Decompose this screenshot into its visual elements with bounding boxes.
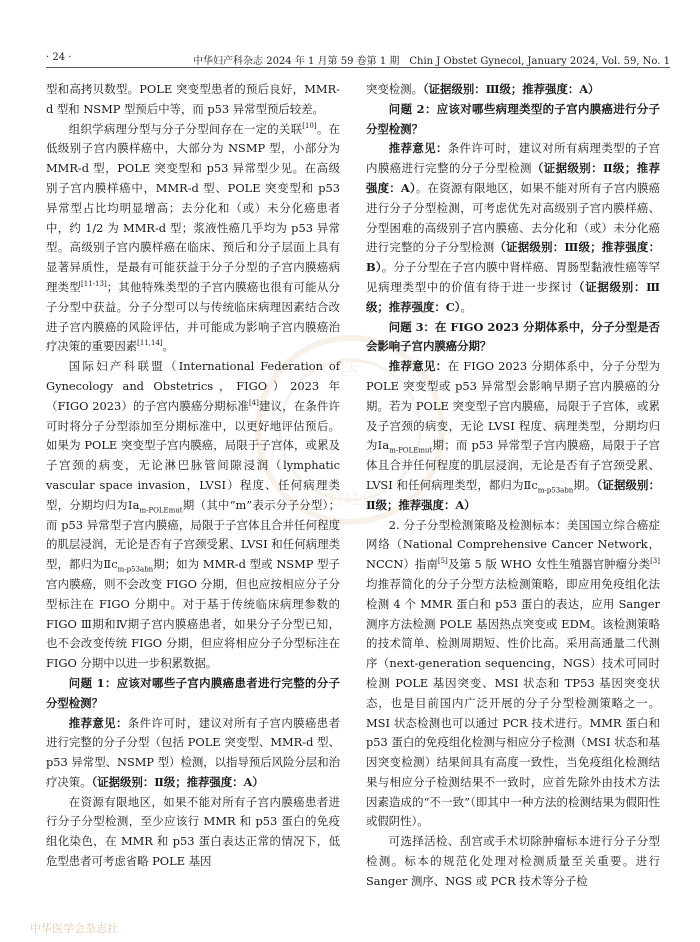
svg-text:1915: 1915 — [327, 489, 373, 510]
paragraph: 国际妇产科联盟（International Federation of Gynecology and Obstetrics，FIGO）2023 年（FIGO 2023）的子宫内膜癌分期标准[4]建议，在条件许可时将分子分型添加至分期标准中，以更好地评估预后。如果为 POLE 突变型子宫内膜癌，局限于子宫体，或累及子宫颈的病变，无论淋巴脉管间隙浸润（lymphatic vascular space invasion，LVSI）程度、任何病理类型，分期均归为$Ⅰa_{m-POLEmut}$期（其中“m”表示分子分型）；而 p53 异常型子宫内膜癌，局限于子宫体且合并任何程度的肌层浸润，无论是否有子宫颈受累、LVSI 和任何病理类型，都归为$Ⅱc_{m-p53abn}$期；如为 MMR-d 型或 NSMP 型子宫内膜癌，则不会改变 FIGO 分期，但也应按相应分子分型标注在 FIGO 分期中。对于基于传统临床病理参数的 FIGO Ⅲ期和Ⅳ期子宫内膜癌患者，如果分子分型已知，也不会改变传统 FIGO 分期，但应将相应分子分型标注在 FIGO 分期中以进一步积累数据。 — [46, 359, 341, 671]
paragraph: 组织学病理分型与分子分型间存在一定的关联[10]。在低级别子宫内膜样癌中，大部分为 NSMP 型，小部分为 MMR-d 型，POLE 突变型和 p53 异常型少见。在高级别子宫内膜样癌中，MMR-d 型、POLE 突变型和 p53 异常型占比均明显增高；去分化和（或）未分化癌患者中，约 1/2 为 MMR-d 型；浆液性癌几乎均为 p53 异常型。高级别子宫内膜样癌在临床、预后和分子层面上具有显著异质性，是最有可能获益于分子分型的子宫内膜癌病理类型[11-13]；其他特殊类型的子宫内膜癌也很有可能从分子分型中获益。分子分型可以与传统临床病理因素结合改进子宫内膜癌的风险评估，并可能成为影响子宫内膜癌治疗决策的重要因素[11,14]。 — [46, 121, 340, 354]
left-column — [46, 80, 340, 872]
recommendation: 推荐意见：在 FIGO 2023 分期体系中，分子分型为 POLE 突变型或 p53 异常型会影响早期子宫内膜癌的分期。若为 POLE 突变型子宫内膜癌，局限于子宫体，或累及子宫颈的病变，无论 LVSI 程度、病理类型，分期均归为$Ⅰa_{m-POLEmut}$期；而 p53 异常型子宫内膜癌，局限于子宫体且合并任何程度的肌层浸润，无论是否有子宫颈受累、LVSI 和任何病理类型，都归为$Ⅱc_{m-p53abn}$期。（证据级别：Ⅱ级；推荐强度：A） — [366, 359, 660, 512]
publisher-watermark: 中华医学会杂志社 — [30, 922, 118, 935]
paragraph: 可选择活检、刮宫或手术切除肿瘤标本进行分子分型检测。标本的规范化处理对检测质量至关重要。进行 Sanger 测序、NGS 或 PCR 技术等分子检 — [366, 834, 660, 888]
svg-text:医: 医 — [338, 356, 362, 381]
question-heading: 问题 2：应该对哪些病理类型的子宫内膜癌进行分子分型检测？ — [366, 101, 660, 136]
recommendation: 推荐意见：条件许可时，建议对所有病理类型的子宫内膜癌进行完整的分子分型检测（证据级别：Ⅱ级；推荐强度：A）。在资源有限地区，如果不能对所有子宫内膜癌进行分子分型检测，可考虑优先对高级别子宫内膜样癌、分型困难的高级别子宫内膜癌、去分化和（或）未分化癌进行完整的分子分型检测（证据级别：Ⅲ级；推荐强度：B）。分子分型在子宫内膜中肾样癌、胃肠型黏液性癌等罕见病理类型中的价值有待于进一步探讨（证据级别：Ⅲ级；推荐强度：C）。 — [366, 141, 660, 314]
recommendation: 推荐意见：条件许可时，建议对所有子宫内膜癌患者进行完整的分子分型（包括 POLE 突变型、MMR-d 型、p53 异常型、NSMP 型）检测，以指导预后风险分层和治疗决策。（证据级别：Ⅱ级；推荐强度：A） — [46, 715, 340, 789]
paragraph: 2. 分子分型检测策略及检测标本：美国国立综合癌症网络（National Comprehensive Cancer Network，NCCN）指南[5]及第 5 版 WHO 女性生殖器官肿瘤分类[3]均推荐简化的分子分型方法检测策略，即应用免疫组化法检测 4 个 MMR 蛋白和 p53 蛋白的表达，应用 Sanger 测序方法检测 POLE 基因热点突变或 EDM。该检测策略的技术简单、检测周期短、性价比高。采用高通量二代测序（next-generation sequencing，NGS）技术可同时检测 POLE 基因突变、MSI 状态和 TP53 基因突变状态，也是目前国内广泛开展的分子分型检测策略之一。MSI 状态检测也可以通过 PCR 技术进行。MMR 蛋白和 p53 蛋白的免疫组化检测与相应分子检测（MSI 状态和基因突变检测）结果间具有高度一致性，当免疫组化检测结果与相应分子检测结果不一致时，应首先除外由技术方法因素造成的“不一致”（即其中一种方法的检测结果为假阳性或假阴性）。 — [366, 517, 660, 829]
question-heading: 问题 3：在 FIGO 2023 分期体系中，分子分型是否会影响子宫内膜癌分期？ — [366, 319, 660, 354]
running-header — [46, 52, 670, 68]
question-heading: 问题 1：应该对哪些子宫内膜癌患者进行完整的分子分型检测？ — [46, 675, 340, 710]
page-number: · 24 · — [46, 52, 72, 63]
paragraph: 型和高拷贝数型。POLE 突变型患者的预后良好，MMR-d 型和 NSMP 型预后中等，而 p53 异常型预后较差。 — [46, 82, 340, 116]
right-column — [366, 80, 660, 892]
paragraph: 在资源有限地区，如果不能对所有子宫内膜癌患者进行分子分型检测，至少应该行 MMR 和 p53 蛋白的免疫组化染色，在 MMR 和 p53 蛋白表达正常的情况下，低危型患者可考虑省略 POLE 基因 — [46, 794, 340, 869]
journal-citation: 中华妇产科杂志 2024 年 1 月第 59 卷第 1 期 Chin J Obstet Gynecol, January 2024, Vol. 59, No. 1 — [193, 56, 670, 67]
paragraph: 突变检测。（证据级别：Ⅲ级；推荐强度：A） — [366, 82, 600, 96]
